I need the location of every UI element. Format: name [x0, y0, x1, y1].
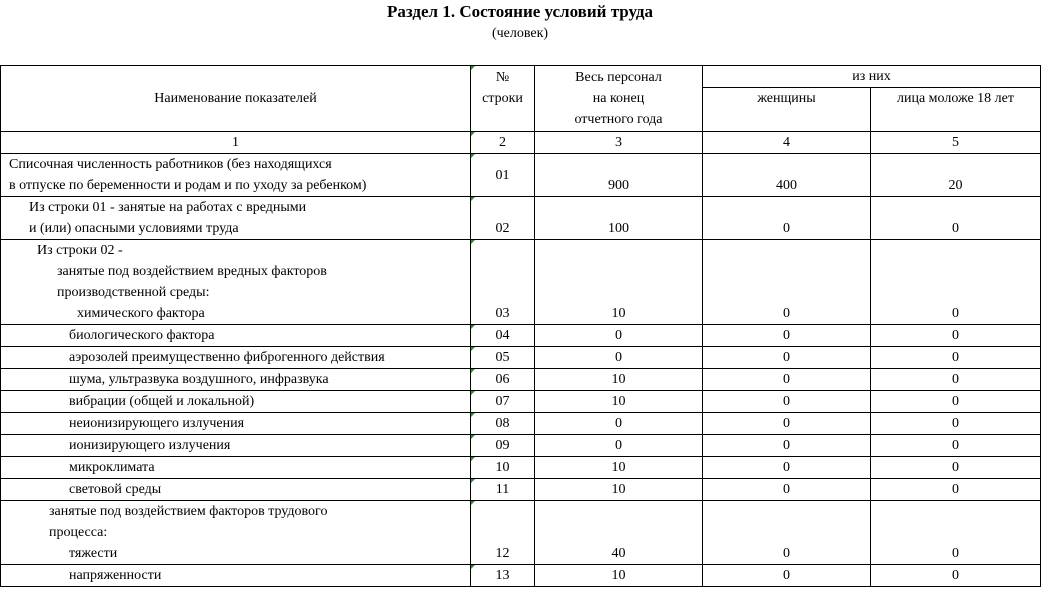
minors-value: 0 — [871, 391, 1041, 413]
minors-value: 0 — [871, 501, 1041, 565]
row-code: 02 — [471, 197, 535, 240]
header-rownum-line: строки — [482, 91, 523, 106]
women-value: 0 — [703, 347, 871, 369]
minors-value: 0 — [871, 325, 1041, 347]
minors-value: 0 — [871, 479, 1041, 501]
header-row — [1, 66, 1041, 88]
minors-value: 0 — [871, 413, 1041, 435]
minors-value: 0 — [871, 240, 1041, 325]
women-value: 0 — [703, 240, 871, 325]
table-row — [1, 197, 1041, 240]
cell-marker-icon — [471, 154, 475, 158]
women-value: 0 — [703, 413, 871, 435]
cell-marker-icon — [471, 391, 475, 395]
women-value: 0 — [703, 391, 871, 413]
total-value: 10 — [535, 457, 703, 479]
minors-value: 0 — [871, 435, 1041, 457]
minors-value: 0 — [871, 197, 1041, 240]
indicator-name: неионизирующего излучения — [1, 413, 471, 435]
table-row — [1, 413, 1041, 435]
row-code: 03 — [471, 240, 535, 325]
cell-marker-icon — [471, 240, 475, 244]
table-row — [1, 391, 1041, 413]
row-code: 04 — [471, 325, 535, 347]
women-value: 0 — [703, 197, 871, 240]
total-value: 900 — [535, 154, 703, 197]
indicator-name: световой среды — [1, 479, 471, 501]
cell-marker-icon — [471, 501, 475, 505]
header-rownum-cell — [471, 66, 535, 132]
indicator-name: Из строки 01 - занятые на работах с вредными и (или) опасными условиями труда — [1, 197, 471, 240]
total-value: 10 — [535, 391, 703, 413]
column-numbers-row — [1, 132, 1041, 154]
cell-marker-icon — [471, 369, 475, 373]
indicator-name: Из строки 02 - занятые под воздействием вредных факторов производственной среды: химического фактора — [1, 240, 471, 325]
indicator-name: напряженности — [1, 565, 471, 587]
cell-marker-icon — [471, 435, 475, 439]
row-code: 09 — [471, 435, 535, 457]
row-code: 13 — [471, 565, 535, 587]
column-number: 2 — [471, 132, 535, 154]
row-code: 05 — [471, 347, 535, 369]
header-rownum-line: № — [495, 70, 510, 85]
women-value: 0 — [703, 501, 871, 565]
total-value: 40 — [535, 501, 703, 565]
women-value: 0 — [703, 479, 871, 501]
section-title: Раздел 1. Состояние условий труда — [386, 2, 654, 21]
cell-marker-icon — [471, 197, 475, 201]
total-value: 100 — [535, 197, 703, 240]
cell-marker-icon — [471, 457, 475, 461]
table-row — [1, 369, 1041, 391]
column-number: 1 — [1, 132, 471, 154]
minors-value: 0 — [871, 347, 1041, 369]
women-value: 0 — [703, 435, 871, 457]
indicator-name: микроклимата — [1, 457, 471, 479]
header-women-label: женщины — [757, 91, 816, 106]
labor-conditions-table — [0, 65, 1041, 587]
indicator-name: вибрации (общей и локальной) — [1, 391, 471, 413]
total-value: 0 — [535, 435, 703, 457]
row-code: 12 — [471, 501, 535, 565]
table-row — [1, 435, 1041, 457]
indicator-name: биологического фактора — [1, 325, 471, 347]
header-name-label: Наименование показателей — [154, 91, 317, 106]
women-value: 0 — [703, 369, 871, 391]
cell-marker-icon — [471, 565, 475, 569]
header-total-line: отчетного года — [574, 112, 663, 127]
total-value: 0 — [535, 413, 703, 435]
header-total-cell — [535, 66, 703, 132]
total-value: 10 — [535, 565, 703, 587]
header-of-them-cell — [703, 66, 1041, 88]
women-value: 400 — [703, 154, 871, 197]
table-row — [1, 457, 1041, 479]
women-value: 0 — [703, 457, 871, 479]
header-minors-cell — [871, 88, 1041, 132]
cell-marker-icon — [471, 479, 475, 483]
row-code: 07 — [471, 391, 535, 413]
cell-marker-icon — [471, 132, 475, 136]
minors-value: 0 — [871, 457, 1041, 479]
row-code: 08 — [471, 413, 535, 435]
total-value: 10 — [535, 240, 703, 325]
table-row — [1, 501, 1041, 565]
table-row — [1, 479, 1041, 501]
cell-marker-icon — [471, 413, 475, 417]
cell-marker-icon — [471, 347, 475, 351]
table-row — [1, 347, 1041, 369]
header-name-cell — [1, 66, 471, 132]
indicator-name: аэрозолей преимущественно фиброгенного действия — [1, 347, 471, 369]
minors-value: 20 — [871, 154, 1041, 197]
indicator-name: Списочная численность работников (без находящихся в отпуске по беременности и родам и по уходу за ребенком) — [1, 154, 471, 197]
header-total-line: на конец — [592, 91, 645, 106]
minors-value: 0 — [871, 369, 1041, 391]
row-code: 06 — [471, 369, 535, 391]
cell-marker-icon — [471, 325, 475, 329]
total-value: 10 — [535, 369, 703, 391]
cell-marker-icon — [471, 66, 475, 70]
row-code: 01 — [471, 154, 535, 197]
header-women-cell — [703, 88, 871, 132]
header-of-them-label: из них — [852, 69, 891, 84]
table-row — [1, 154, 1041, 197]
total-value: 10 — [535, 479, 703, 501]
header-minors-label: лица моложе 18 лет — [896, 91, 1015, 106]
table-row — [1, 325, 1041, 347]
header-total-line: Весь персонал — [575, 70, 662, 85]
indicator-name: ионизирующего излучения — [1, 435, 471, 457]
column-number: 3 — [535, 132, 703, 154]
column-number: 5 — [871, 132, 1041, 154]
indicator-name: шума, ультразвука воздушного, инфразвука — [1, 369, 471, 391]
units-subtitle: (человек) — [491, 26, 549, 41]
table-row — [1, 565, 1041, 587]
women-value: 0 — [703, 325, 871, 347]
total-value: 0 — [535, 347, 703, 369]
column-number: 4 — [703, 132, 871, 154]
total-value: 0 — [535, 325, 703, 347]
row-code: 10 — [471, 457, 535, 479]
women-value: 0 — [703, 565, 871, 587]
table-row — [1, 240, 1041, 325]
minors-value: 0 — [871, 565, 1041, 587]
indicator-name: занятые под воздействием факторов трудового процесса: тяжести — [1, 501, 471, 565]
row-code: 11 — [471, 479, 535, 501]
